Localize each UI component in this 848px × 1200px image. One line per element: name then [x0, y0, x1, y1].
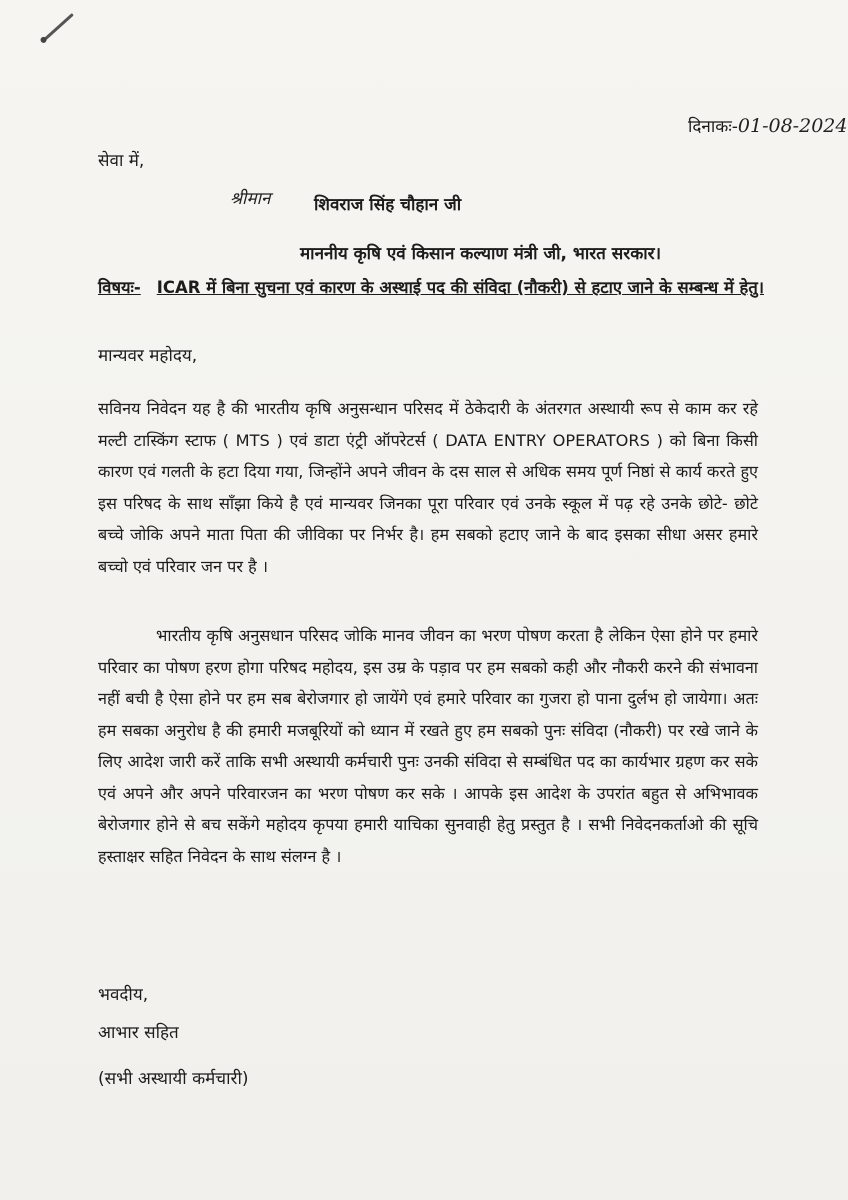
- closing-signatory: (सभी अस्थायी कर्मचारी): [98, 1069, 249, 1089]
- recipient-designation: माननीय कृषि एवं किसान कल्याण मंत्री जी, भारत सरकार।: [300, 244, 662, 264]
- closing-with-thanks: आभार सहित: [98, 1023, 179, 1043]
- subject-text: ICAR में बिना सुचना एवं कारण के अस्थाई पद की संविदा (नौकरी) से हटाए जाने के सम्बन्ध में हेतु।: [156, 278, 764, 297]
- handwritten-date: 01-08-2024: [737, 115, 848, 137]
- addressed-to: सेवा में,: [98, 151, 145, 171]
- staple-mark: [42, 13, 74, 42]
- recipient-name: शिवराज सिंह चौहान जी: [314, 195, 462, 215]
- subject-line: [98, 271, 778, 304]
- handwritten-honorific: श्रीमान: [230, 189, 271, 209]
- closing-bhavdiya: भवदीय,: [98, 985, 149, 1005]
- body-paragraph-1: सविनय निवेदन यह है की भारतीय कृषि अनुसन्धान परिसद में ठेकेदारी के अंतरगत अस्थायी रूप से काम कर रहे मल्टी टास्किंग स्टाफ ( MTS ) एवं डाटा एंट्री ऑपरेटर्स ( DATA ENTRY OPERATORS ) को बिना किसी कारण एवं गलती के हटा दिया गया, जिन्होंने अपने जीवन के दस साल से अधिक समय पूर्ण निष्ठां से कार्य करते हुए इस परिषद के साथ साँझा किये है एवं मान्यवर जिनका पूरा परिवार एवं उनके स्कूल में पढ़ रहे उनके छोटे- छोटे बच्चे जोकि अपने माता पिता की जीविका पर निर्भर है। हम सबको हटाए जाने के बाद इसका सीधा असर हमारे बच्चो एवं परिवार जन पर है ।: [98, 399, 758, 576]
- salutation: मान्यवर महोदय,: [98, 346, 198, 366]
- subject-label: विषयः-: [98, 278, 141, 297]
- date-line: [688, 114, 847, 137]
- date-label: दिनाकः-: [688, 117, 738, 137]
- body-paragraph-2: भारतीय कृषि अनुसधान परिसद जोकि मानव जीवन का भरण पोषण करता है लेकिन ऐसा होने पर हमारे परिवार का पोषण हरण होगा परिषद महोदय, इस उम्र के पड़ाव पर हम सबको कही और नौकरी करने की संभावना नहीं बची है ऐसा होने पर हम सब बेरोजगार हो जायेंगे एवं हमारे परिवार का गुजरा हो पाना दुर्लभ हो जायेगा। अतः हम सबका अनुरोध है की हमारी मजबूरियों को ध्यान में रखते हुए हम सबको पुनः संविदा (नौकरी) पर रखे जाने के लिए आदेश जारी करें ताकि सभी अस्थायी कर्मचारी पुनः उनकी संविदा से सम्बंधित पद का कार्यभार ग्रहण कर सके एवं अपने और अपने परिवारजन का भरण पोषण कर सके । आपके इस आदेश के उपरांत बहुत से अभिभावक बेरोजगार होने से बच सकेंगे महोदय कृपया हमारी याचिका सुनवाही हेतु प्रस्तुत है । सभी निवेदनकर्ताओ की सूचि हस्ताक्षर सहित निवेदन के साथ संलग्न है ।: [98, 626, 758, 866]
